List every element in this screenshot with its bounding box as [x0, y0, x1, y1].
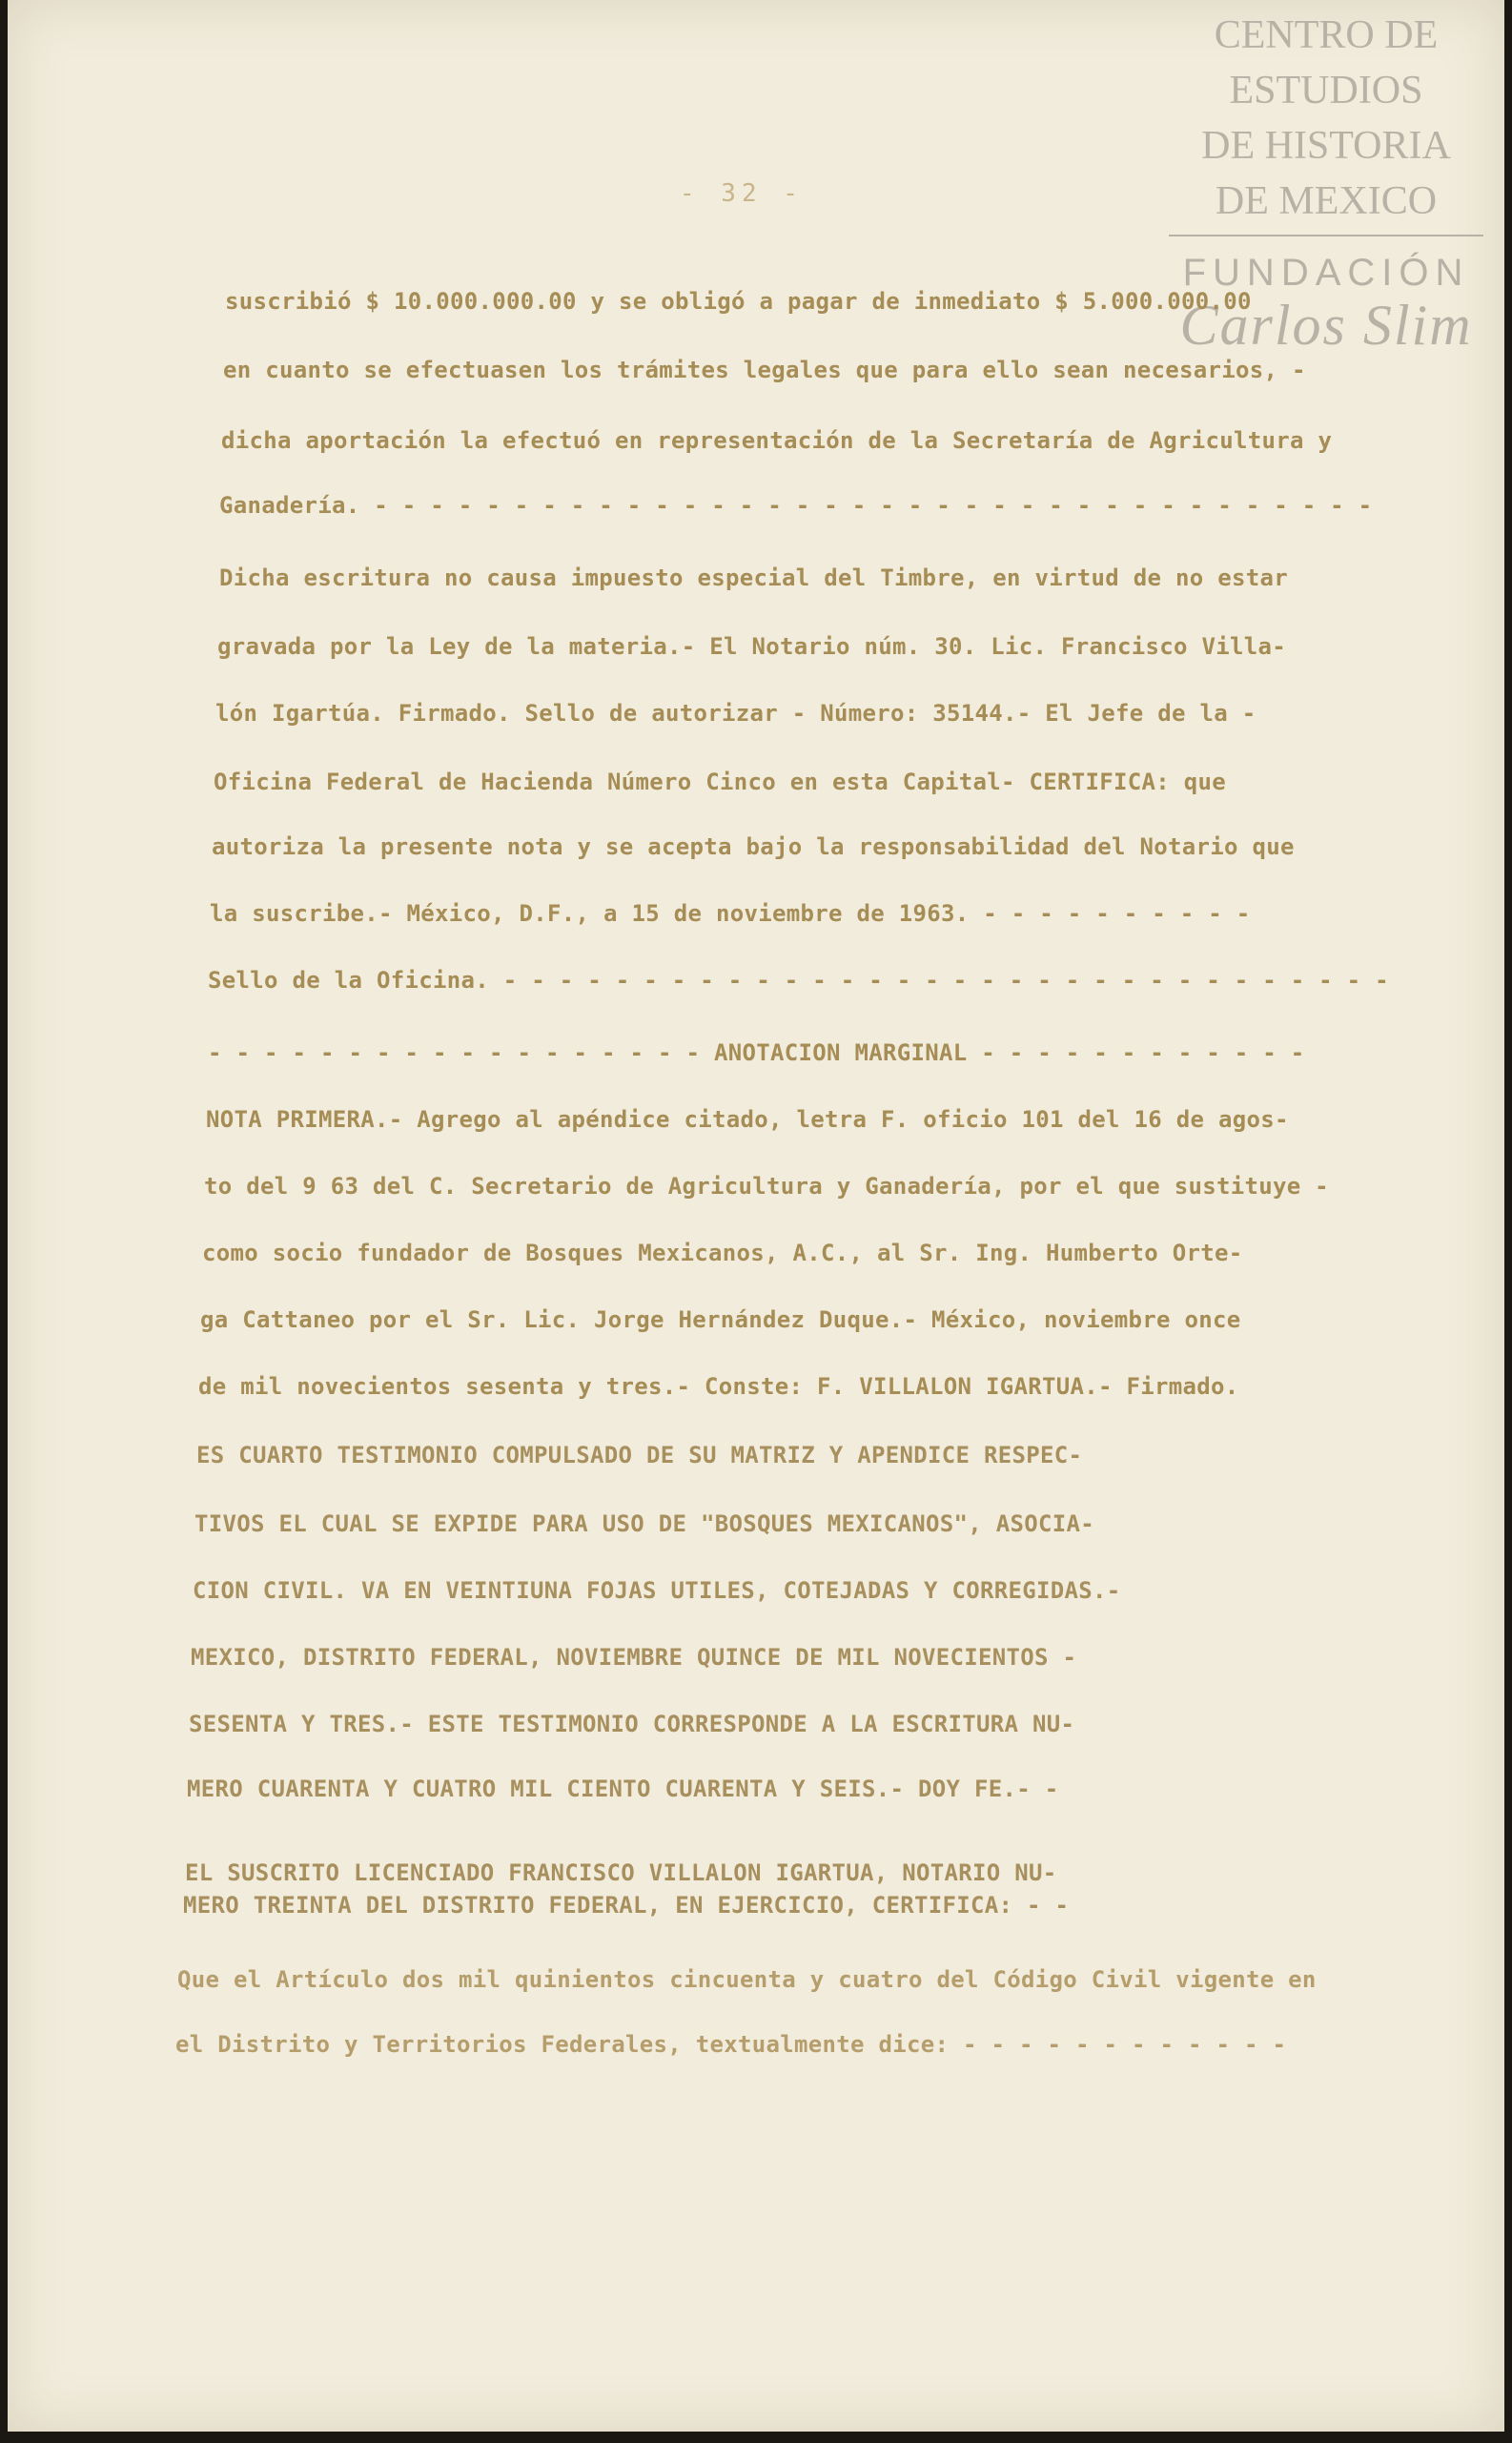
document-page [8, 0, 1504, 2432]
text-line: SESENTA Y TRES.- ESTE TESTIMONIO CORRESPONDE A LA ESCRITURA NU- [189, 1711, 1075, 1737]
text-line: la suscribe.- México, D.F., a 15 de noviembre de 1963. - - - - - - - - - - [210, 900, 1251, 927]
text-line: MERO TREINTA DEL DISTRITO FEDERAL, EN EJERCICIO, CERTIFICA: - - [183, 1892, 1070, 1919]
text-line: CION CIVIL. VA EN VEINTIUNA FOJAS UTILES, COTEJADAS Y CORREGIDAS.- [193, 1577, 1121, 1604]
text-line: Sello de la Oficina. - - - - - - - - - - - - - - - - - - - - - - - - - - - - - - - - [208, 967, 1389, 994]
watermark-line: CENTRO DE [1214, 13, 1439, 57]
text-line: suscribió $ 10.000.000.00 y se obligó a pagar de inmediato $ 5.000.000.00 [225, 288, 1252, 315]
text-line: ES CUARTO TESTIMONIO COMPULSADO DE SU MATRIZ Y APENDICE RESPEC- [196, 1442, 1083, 1468]
text-line: MEXICO, DISTRITO FEDERAL, NOVIEMBRE QUINCE DE MIL NOVECIENTOS - [191, 1644, 1077, 1671]
text-line: - - - - - - - - - - - - - - - - - - ANOTACION MARGINAL - - - - - - - - - - - - [208, 1039, 1305, 1066]
text-line: Dicha escritura no causa impuesto especial del Timbre, en virtud de no estar [219, 565, 1288, 591]
text-line: to del 9 63 del C. Secretario de Agricultura y Ganadería, por el que sustituye - [204, 1173, 1329, 1200]
page-number: - 32 - [680, 179, 804, 208]
watermark-signature: Carlos Slim [1179, 294, 1473, 357]
text-line: TIVOS EL CUAL SE EXPIDE PARA USO DE "BOSQUES MEXICANOS", ASOCIA- [194, 1510, 1094, 1537]
text-line: Ganadería. - - - - - - - - - - - - - - - - - - - - - - - - - - - - - - - - - - - - [219, 492, 1373, 519]
text-line: MERO CUARENTA Y CUATRO MIL CIENTO CUARENTA Y SEIS.- DOY FE.- - [187, 1776, 1059, 1802]
text-line: como socio fundador de Bosques Mexicanos, A.C., al Sr. Ing. Humberto Orte- [202, 1240, 1243, 1266]
watermark-line: DE HISTORIA [1201, 124, 1451, 168]
watermark-line: ESTUDIOS [1229, 69, 1423, 113]
text-line: EL SUSCRITO LICENCIADO FRANCISCO VILLALON IGARTUA, NOTARIO NU- [185, 1859, 1057, 1886]
text-line: autoriza la presente nota y se acepta bajo la responsabilidad del Notario que [212, 833, 1295, 860]
text-line: gravada por la Ley de la materia.- El Notario núm. 30. Lic. Francisco Villa- [217, 633, 1286, 660]
text-line: en cuanto se efectuasen los trámites legales que para ello sean necesarios, - [223, 357, 1306, 383]
text-line: el Distrito y Territorios Federales, textualmente dice: - - - - - - - - - - - - [175, 2031, 1287, 2058]
watermark-foundation: FUNDACIÓN [1182, 252, 1470, 294]
text-line: de mil novecientos sesenta y tres.- Conste: F. VILLALON IGARTUA.- Firmado. [198, 1373, 1239, 1400]
watermark-line: DE MEXICO [1215, 179, 1438, 223]
text-line: Que el Artículo dos mil quinientos cincuenta y cuatro del Código Civil vigente en [177, 1966, 1317, 1993]
text-line: Oficina Federal de Hacienda Número Cinco en esta Capital- CERTIFICA: que [214, 769, 1226, 795]
text-line: NOTA PRIMERA.- Agrego al apéndice citado, letra F. oficio 101 del 16 de agos- [206, 1106, 1289, 1133]
text-line: lón Igartúa. Firmado. Sello de autorizar - Número: 35144.- El Jefe de la - [215, 700, 1257, 727]
text-line: dicha aportación la efectuó en representación de la Secretaría de Agricultura y [221, 427, 1333, 454]
text-line: ga Cattaneo por el Sr. Lic. Jorge Hernández Duque.- México, noviembre once [200, 1306, 1241, 1333]
watermark-divider [1169, 235, 1483, 236]
